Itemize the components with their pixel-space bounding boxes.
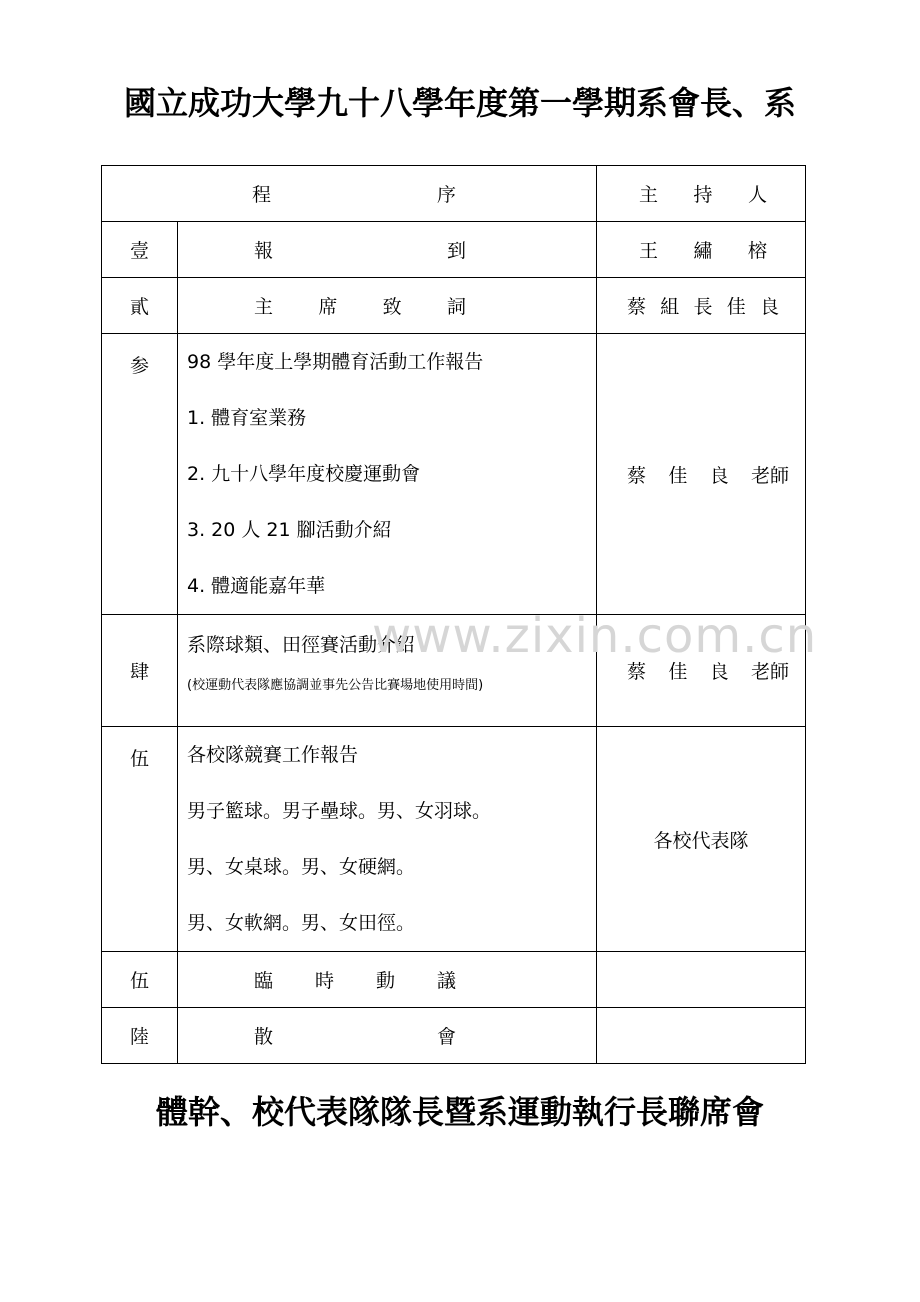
item-char: 致 xyxy=(382,296,402,318)
row-item xyxy=(178,222,597,278)
host-char: 良 xyxy=(709,464,729,487)
header-host-char: 持 xyxy=(693,184,713,206)
item-line: 3. 20 人 21 腳活動介紹 xyxy=(187,519,392,541)
row-item xyxy=(178,1008,597,1064)
item-line: 1. 體育室業務 xyxy=(187,407,307,429)
item-char: 動 xyxy=(375,970,395,992)
host-char: 蔡 xyxy=(627,296,647,318)
row-host xyxy=(597,222,806,278)
row-host xyxy=(597,1008,806,1064)
host-char: 蔡 xyxy=(627,661,647,683)
item-char: 詞 xyxy=(446,296,466,318)
header-program xyxy=(102,166,597,222)
item-char: 議 xyxy=(436,970,456,992)
item-line: 各校隊競賽工作報告 xyxy=(187,744,359,766)
row-host xyxy=(597,952,806,1008)
host-char: 老師 xyxy=(750,661,789,683)
host-char: 王 xyxy=(639,240,659,262)
table-row xyxy=(102,1008,806,1064)
host-char: 佳 xyxy=(668,661,688,683)
row-number: 陸 xyxy=(102,1008,178,1064)
row-item xyxy=(178,278,597,334)
row-item xyxy=(178,952,597,1008)
host-char: 佳 xyxy=(668,464,688,487)
item-line: 男、女桌球。男、女硬網。 xyxy=(187,856,416,878)
table-row xyxy=(102,952,806,1008)
host-char: 良 xyxy=(759,296,779,318)
item-line: 2. 九十八學年度校慶運動會 xyxy=(187,463,421,485)
item-char: 主 xyxy=(254,296,274,318)
host-char: 榕 xyxy=(747,240,767,262)
header-host xyxy=(597,166,806,222)
header-program-char: 程 xyxy=(252,184,272,206)
host-char: 長 xyxy=(693,296,713,318)
host-char: 老師 xyxy=(750,464,789,487)
item-line: 98 學年度上學期體育活動工作報告 xyxy=(187,351,484,373)
table-header-row xyxy=(102,166,806,222)
item-char: 時 xyxy=(314,970,334,992)
item-char: 到 xyxy=(446,240,466,262)
item-line: 男子籃球。男子壘球。男、女羽球。 xyxy=(187,800,492,822)
row-item xyxy=(178,334,597,615)
host-char: 佳 xyxy=(726,296,746,318)
document-title: 國立成功大學九十八學年度第一學期系會長、系 xyxy=(123,84,796,122)
host-char: 蔡 xyxy=(627,464,647,487)
host-char: 繡 xyxy=(693,240,713,262)
header-host-char: 主 xyxy=(639,184,659,206)
watermark: www.zixin.com.cn xyxy=(372,608,818,664)
row-number: 参 xyxy=(102,334,178,615)
item-line: 男、女軟網。男、女田徑。 xyxy=(187,912,416,934)
row-number: 肆 xyxy=(102,615,178,727)
row-host: 各校代表隊 xyxy=(597,727,806,952)
host-char: 良 xyxy=(709,661,729,683)
table-row xyxy=(102,334,806,615)
item-line: 4. 體適能嘉年華 xyxy=(187,575,326,597)
header-program-char: 序 xyxy=(436,184,456,206)
table-row xyxy=(102,727,806,952)
item-note: (校運動代表隊應協調並事先公告比賽場地使用時間) xyxy=(187,678,484,693)
row-number: 伍 xyxy=(102,727,178,952)
header-host-char: 人 xyxy=(747,184,767,206)
table-row xyxy=(102,222,806,278)
document-subtitle: 體幹、校代表隊隊長暨系運動執行長聯席會 xyxy=(155,1093,764,1131)
row-item xyxy=(178,727,597,952)
item-char: 臨 xyxy=(254,970,274,992)
row-number: 貳 xyxy=(102,278,178,334)
item-char: 會 xyxy=(436,1026,456,1048)
item-char: 報 xyxy=(254,240,274,262)
host-char: 組 xyxy=(660,296,680,318)
row-number: 壹 xyxy=(102,222,178,278)
row-number: 伍 xyxy=(102,952,178,1008)
row-host xyxy=(597,334,806,615)
row-host xyxy=(597,278,806,334)
table-row xyxy=(102,278,806,334)
item-char: 席 xyxy=(318,296,338,318)
item-char: 散 xyxy=(254,1026,274,1048)
item-line: 系際球類、田徑賽活動介紹 xyxy=(187,634,416,656)
